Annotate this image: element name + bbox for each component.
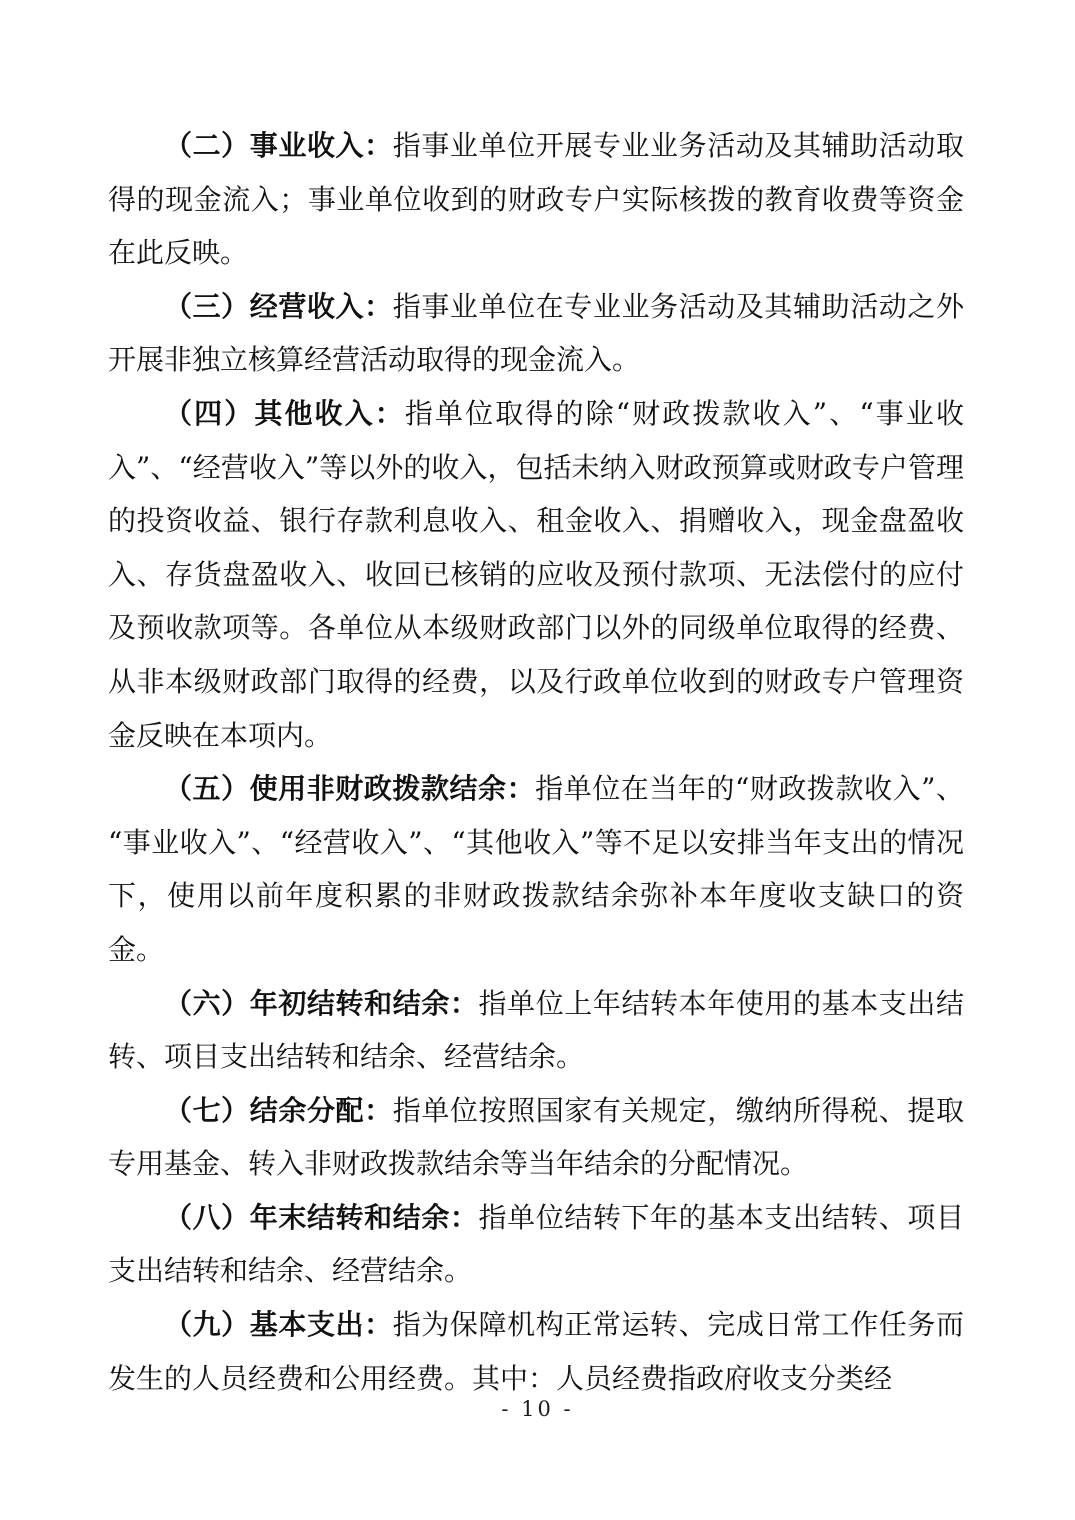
- term-heading: （四）其他收入：: [164, 396, 405, 430]
- term-definition: 指事业单位开展专业业务活动及其辅助活动取得的现金流入；事业单位收到的财政专户实际核拨的教育收费等资金在此反映。: [108, 129, 964, 270]
- definition-paragraph-jingying-shouru: [108, 280, 964, 387]
- definition-paragraph-shiyong-feicaizheng-bokuan-jieyu: [108, 762, 964, 976]
- term-definition: 指为保障机构正常运转、完成日常工作任务而发生的人员经费和公用经费。其中：人员经费指政府收支分类经: [108, 1308, 964, 1395]
- term-definition: 指事业单位在专业业务活动及其辅助活动之外开展非独立核算经营活动取得的现金流入。: [108, 289, 964, 377]
- term-definition: 指单位在当年的“财政拨款收入”、“事业收入”、“经营收入”、“其他收入”等不足以安排当年支出的情况下，使用以前年度积累的非财政拨款结余弥补本年度收支缺口的资金。: [108, 772, 964, 966]
- document-body: [108, 119, 964, 1405]
- term-definition: 指单位上年结转本年使用的基本支出结转、项目支出结转和结余、经营结余。: [108, 986, 964, 1074]
- definition-paragraph-nianchu-jiezhuan-he-jieyu: [108, 977, 964, 1084]
- definition-paragraph-nianmo-jiezhuan-he-jieyu: [108, 1191, 964, 1298]
- term-definition: 指单位按照国家有关规定，缴纳所得税、提取专用基金、转入非财政拨款结余等当年结余的分配情况。: [108, 1093, 964, 1181]
- term-heading: （七）结余分配：: [164, 1093, 393, 1127]
- definition-paragraph-shiye-shouru: [108, 119, 964, 280]
- term-heading: （二）事业收入：: [164, 129, 393, 162]
- term-heading: （八）年末结转和结余：: [164, 1200, 479, 1234]
- definition-paragraph-qita-shouru: [108, 387, 964, 762]
- term-heading: （五）使用非财政拨款结余：: [164, 772, 536, 806]
- definition-paragraph-jiben-zhichu: [108, 1298, 964, 1405]
- term-heading: （三）经营收入：: [164, 289, 393, 323]
- page-number: - 10 -: [501, 1397, 574, 1421]
- term-definition: 指单位取得的除“财政拨款收入”、“事业收入”、“经营收入”等以外的收入，包括未纳入财政预算或财政专户管理的投资收益、银行存款利息收入、租金收入、捐赠收入，现金盘盈收入、存货盘盈收入、收回已核销的应收及预付款项、无法偿付的应付及预收款项等。各单位从本级财政部门以外的同级单位取得的经费、从非本级财政部门取得的经费，以及行政单位收到的财政专户管理资金反映在本项内。: [108, 396, 964, 752]
- term-heading: （六）年初结转和结余：: [164, 986, 479, 1020]
- term-definition: 指单位结转下年的基本支出结转、项目支出结转和结余、经营结余。: [108, 1200, 964, 1288]
- term-heading: （九）基本支出：: [164, 1308, 393, 1342]
- definition-paragraph-jieyu-fenpei: [108, 1084, 964, 1191]
